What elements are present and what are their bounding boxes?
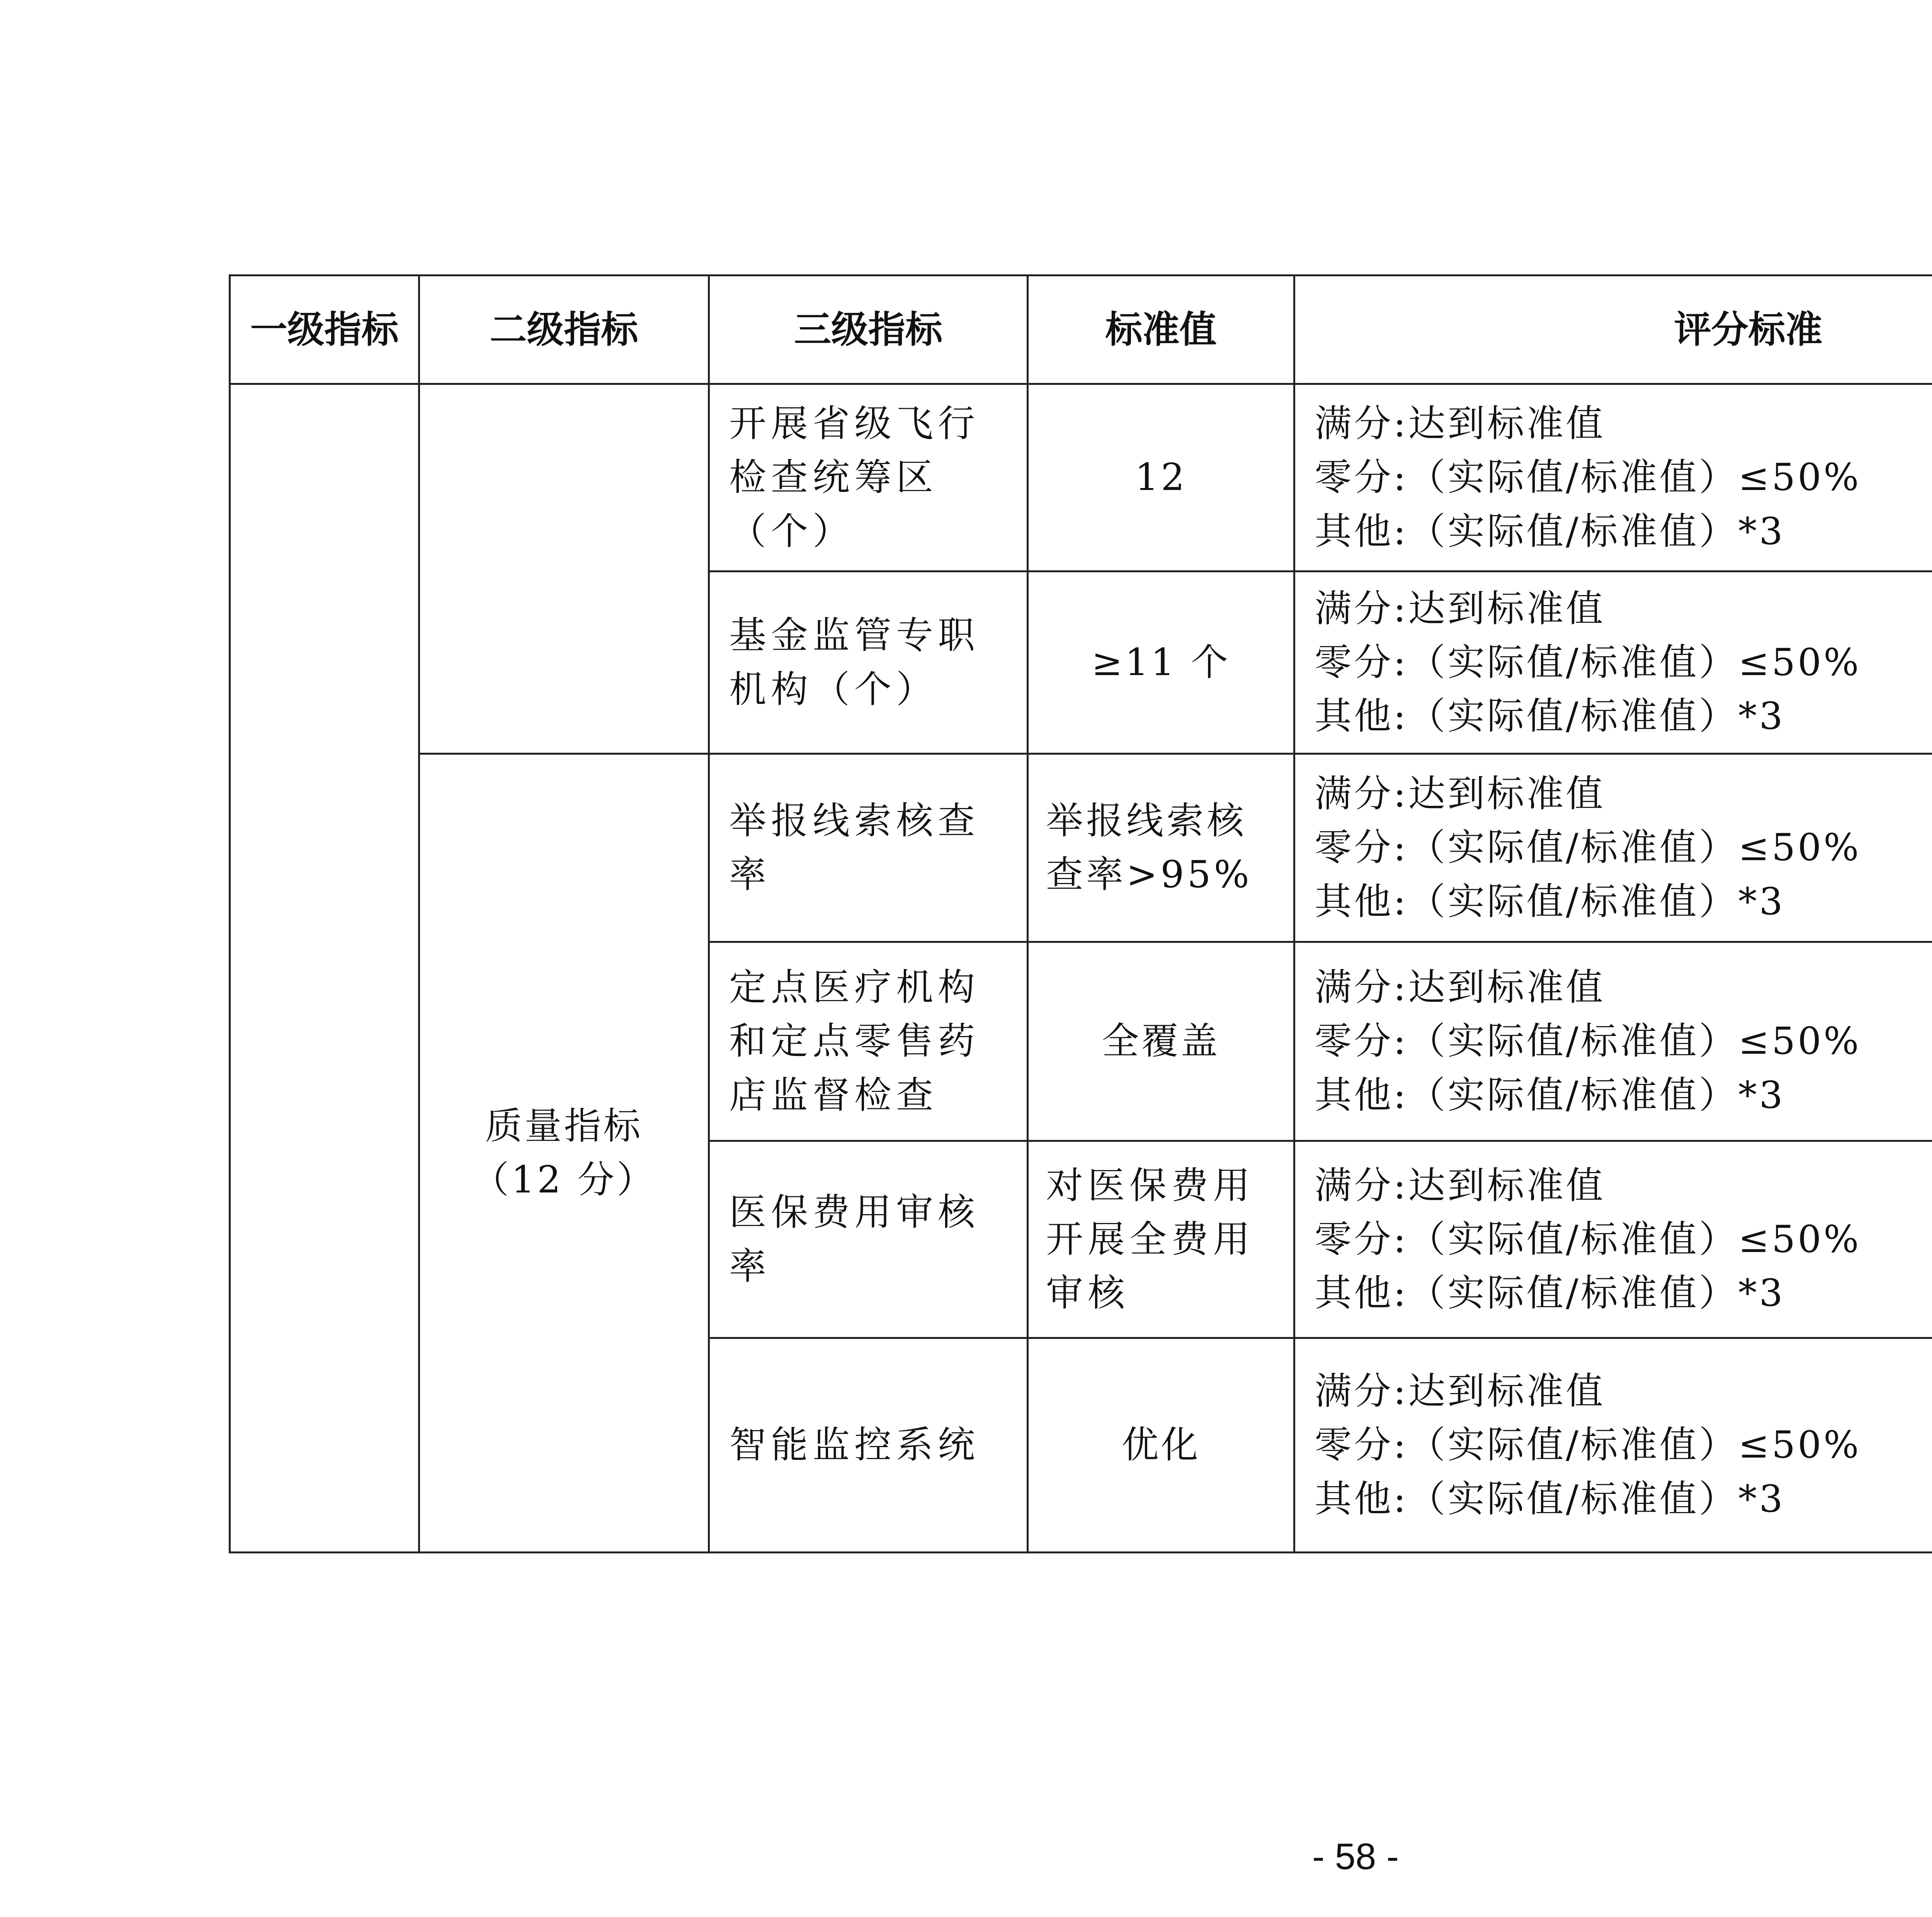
standard-cell: 优化 [1028,1338,1294,1553]
indicator-cell: 智能监控系统 [709,1338,1028,1553]
header-standard: 标准值 [1028,276,1294,384]
standard-cell: 对医保费用开展全费用审核 [1028,1141,1294,1338]
standard-cell: ≥11 个 [1028,572,1294,754]
criteria-other: 其他:（实际值/标准值）*3 [1315,1271,1785,1315]
criteria-cell [1294,942,1932,1141]
criteria-zero: 零分:（实际值/标准值）≤50% [1315,1423,1861,1467]
header-criteria: 评分标准 [1294,276,1932,384]
criteria-zero: 零分:（实际值/标准值）≤50% [1315,456,1861,499]
criteria-full: 满分:达到标准值 [1315,402,1605,446]
indicator-cell: 举报线索核查率 [709,754,1028,942]
criteria-other: 其他:（实际值/标准值）*3 [1315,1477,1785,1521]
standard-cell: 举报线索核查率>95% [1028,754,1294,942]
quality-indicator-points: （12 分） [472,1158,656,1201]
criteria-other: 其他:（实际值/标准值）*3 [1315,509,1785,553]
standard-cell: 全覆盖 [1028,942,1294,1141]
criteria-cell [1294,384,1932,572]
level2-quality-cell [419,754,709,1553]
criteria-zero: 零分:（实际值/标准值）≤50% [1315,1217,1861,1261]
header-level2: 二级指标 [419,276,709,384]
criteria-cell [1294,1141,1932,1338]
criteria-zero: 零分:（实际值/标准值）≤50% [1315,1019,1861,1063]
evaluation-table [229,274,1932,1553]
header-level3: 三级指标 [709,276,1028,384]
quality-indicator-name: 质量指标 [485,1104,643,1148]
header-level1: 一级指标 [230,276,419,384]
criteria-zero: 零分:（实际值/标准值）≤50% [1315,640,1861,684]
indicator-cell: 医保费用审核率 [709,1141,1028,1338]
level1-cell [230,384,419,1553]
criteria-cell [1294,754,1932,942]
criteria-other: 其他:（实际值/标准值）*3 [1315,1073,1785,1117]
criteria-full: 满分:达到标准值 [1315,966,1605,1009]
indicator-cell: 开展省级飞行检查统筹区（个） [709,384,1028,572]
criteria-other: 其他:（实际值/标准值）*3 [1315,879,1785,923]
criteria-full: 满分:达到标准值 [1315,1369,1605,1413]
page-number: - 58 - [1312,1836,1399,1877]
level2-cell-empty [419,384,709,754]
table-row [230,754,1932,942]
criteria-cell [1294,572,1932,754]
criteria-other: 其他:（实际值/标准值）*3 [1315,694,1785,738]
header-row [230,276,1932,384]
criteria-full: 满分:达到标准值 [1315,1163,1605,1207]
criteria-cell [1294,1338,1932,1553]
table-row [230,384,1932,572]
indicator-cell: 基金监管专职机构（个） [709,572,1028,754]
criteria-full: 满分:达到标准值 [1315,772,1605,816]
criteria-zero: 零分:（实际值/标准值）≤50% [1315,826,1861,869]
indicator-cell: 定点医疗机构和定点零售药店监督检查 [709,942,1028,1141]
standard-cell: 12 [1028,384,1294,572]
criteria-full: 满分:达到标准值 [1315,587,1605,630]
